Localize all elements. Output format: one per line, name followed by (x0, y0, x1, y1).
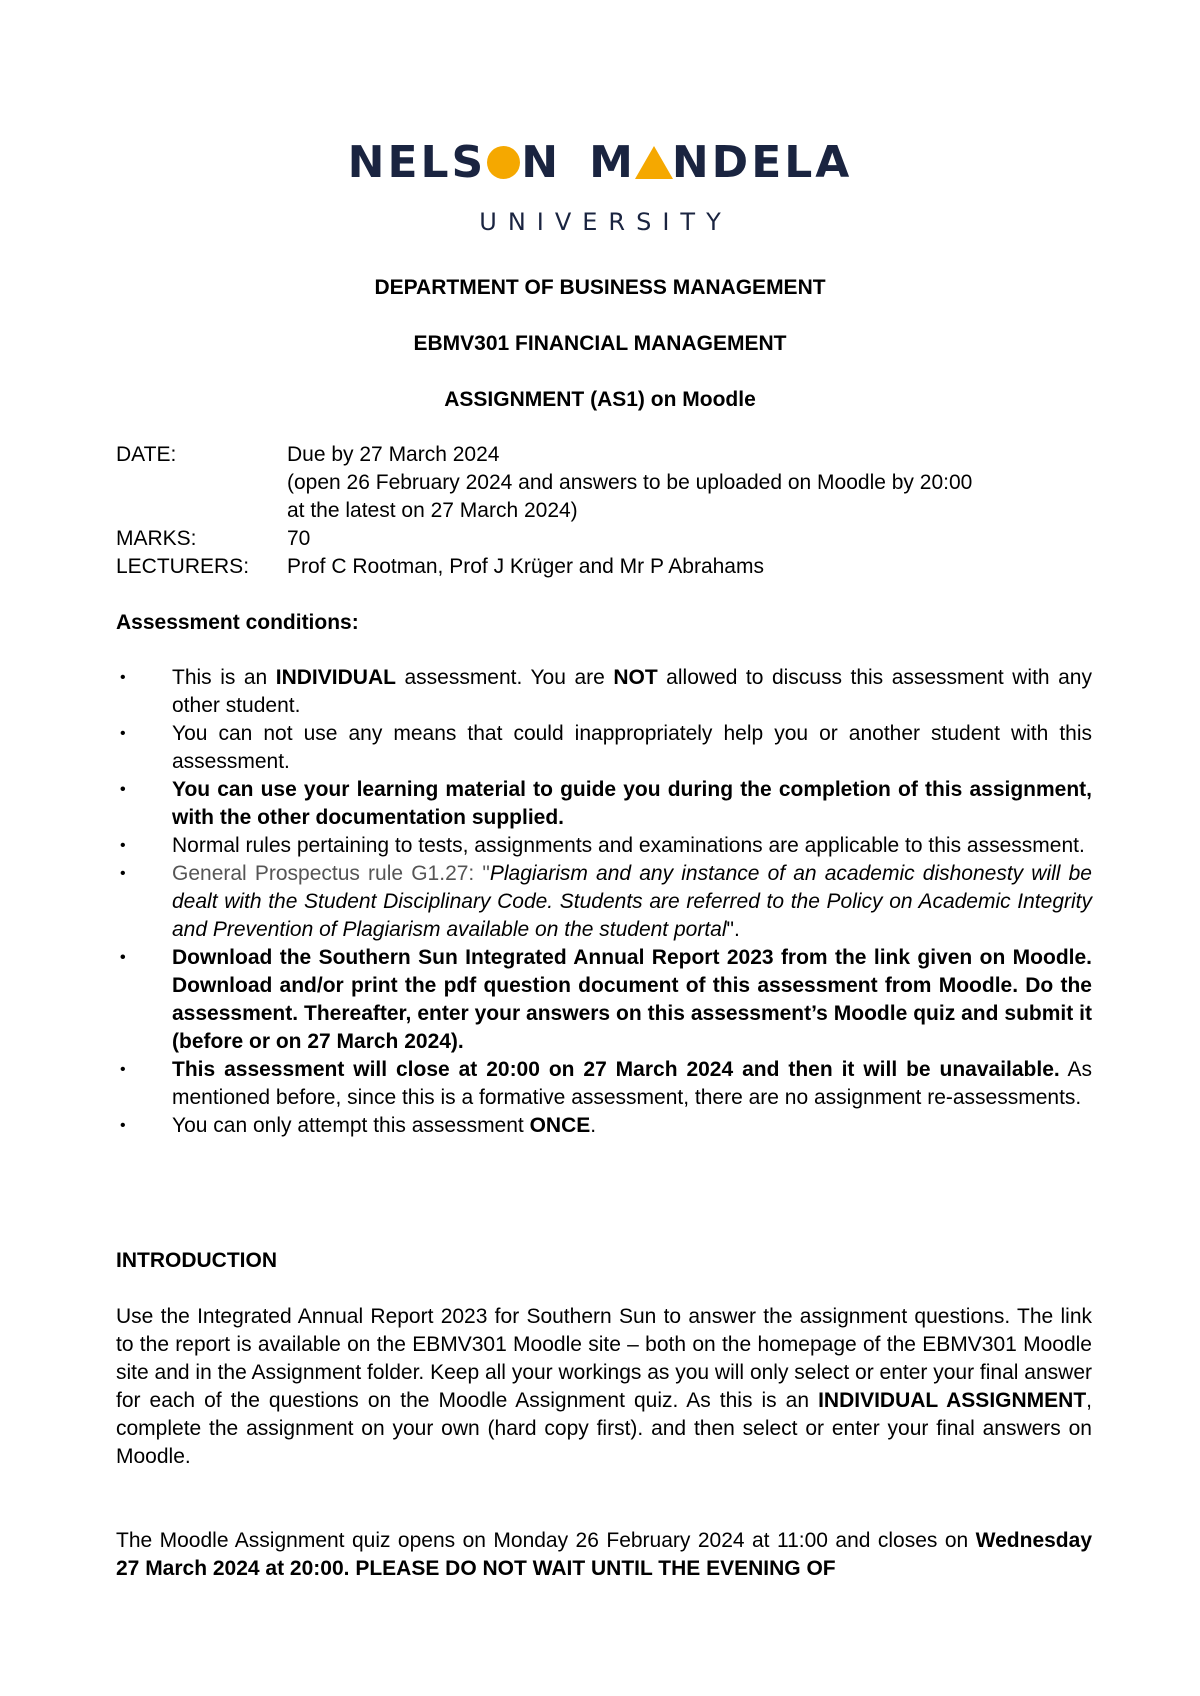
list-item: • This assessment will close at 20:00 on 27 March 2024 and then it will be unavailable. As mentioned before, since this is a formative assessment, there are no assignment re-assessments. (120, 1058, 1092, 1109)
university-logo (0, 138, 1200, 236)
quiz-schedule-paragraph: The Moodle Assignment quiz opens on Monday 26 February 2024 at 11:00 and closes on Wednesday 27 March 2024 at 20:00. PLEASE DO NOT WAIT UNTIL THE EVENING OF (116, 1529, 1092, 1580)
conditions-list (116, 664, 1092, 1140)
sun-circle-icon (487, 146, 520, 179)
date-label: DATE: (116, 443, 177, 466)
date-due: Due by 27 March 2024 (287, 443, 500, 466)
list-item: • You can not use any means that could inappropriately help you or another student with this assessment. (120, 722, 1092, 773)
assignment-title: ASSIGNMENT (AS1) on Moodle (444, 388, 756, 411)
lecturers-value: Prof C Rootman, Prof J Krüger and Mr P Abrahams (287, 555, 764, 578)
logo-wordmark (0, 138, 1200, 188)
date-latest: at the latest on 27 March 2024) (287, 499, 578, 522)
marks-value: 70 (287, 527, 311, 550)
logo-text-ndela: NDELA (671, 137, 853, 188)
date-open-info: (open 26 February 2024 and answers to be uploaded on Moodle by 20:00 (287, 471, 973, 494)
list-item: • Download the Southern Sun Integrated Annual Report 2023 from the link given on Moodle. Download and/or print the pdf question document of this assessment from Moodle. Do the assessment. Thereafter, enter your answers on this assessment’s Moodle quiz and submit it (before or on 27 March 2024). (120, 946, 1092, 1053)
triangle-icon (635, 146, 673, 179)
course-title: EBMV301 FINANCIAL MANAGEMENT (413, 332, 787, 355)
list-item: • You can only attempt this assessment ONCE. (120, 1114, 597, 1137)
marks-label: MARKS: (116, 527, 197, 550)
list-item: • You can use your learning material to guide you during the completion of this assignment, with the other documentation supplied. (120, 778, 1092, 829)
logo-text-n: N (521, 137, 562, 188)
lecturers-label: LECTURERS: (116, 555, 250, 578)
logo-text-m: M (589, 137, 636, 188)
logo-text-nels: NELS (347, 137, 487, 188)
introduction-heading: INTRODUCTION (116, 1249, 277, 1272)
introduction-paragraph: Use the Integrated Annual Report 2023 for Southern Sun to answer the assignment questions. The link to the report is available on the EBMV301 Moodle site – both on the homepage of the EBMV301 Moodle site and in the Assignment folder. Keep all your workings as you will only select or enter your final answer for each of the questions on the Moodle Assignment quiz. As this is an INDIVIDUAL ASSIGNMENT, complete the assignment on your own (hard copy first). and then select or enter your final answers on Moodle. (116, 1305, 1092, 1468)
logo-university: UNIVERSITY (479, 208, 732, 236)
list-item: • General Prospectus rule G1.27: "Plagiarism and any instance of an academic dishonesty will be dealt with the Student Disciplinary Code. Students are referred to the Policy on Academic Integrity and Prevention of Plagiarism available on the student portal". (120, 862, 1092, 941)
conditions-heading: Assessment conditions: (116, 611, 359, 634)
list-item: • Normal rules pertaining to tests, assignments and examinations are applicable to this assessment. (120, 834, 1085, 857)
department-title: DEPARTMENT OF BUSINESS MANAGEMENT (374, 276, 826, 299)
list-item: • This is an INDIVIDUAL assessment. You are NOT allowed to discuss this assessment with any other student. (120, 666, 1092, 717)
